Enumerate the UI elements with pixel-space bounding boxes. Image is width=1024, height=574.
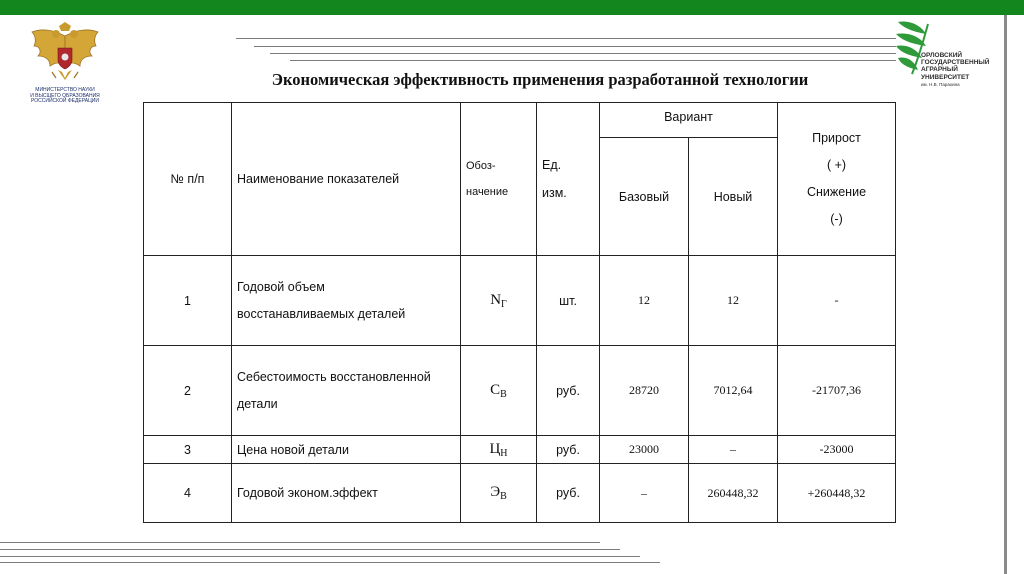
header-designation bbox=[461, 103, 537, 256]
university-subtext: им. Н.В. Парахина bbox=[921, 81, 960, 87]
row-name-line: Годовой эконом.эффект bbox=[237, 486, 378, 500]
ministry-caption-line: РОССИЙСКОЙ ФЕДЕРАЦИИ bbox=[31, 98, 99, 104]
row-name bbox=[232, 256, 461, 346]
ministry-caption-line: И ВЫСШЕГО ОБРАЗОВАНИЯ bbox=[30, 92, 100, 99]
row-symbol-main: Э bbox=[490, 484, 501, 500]
row-name-line: Себестоимость восстановленной bbox=[237, 369, 431, 384]
header-designation-line: Обоз- bbox=[466, 160, 496, 172]
header-name: Наименование показателей bbox=[232, 103, 461, 256]
decor-line bbox=[236, 38, 896, 39]
header-unit-line: Ед. bbox=[542, 158, 562, 172]
table-header-row bbox=[144, 103, 896, 138]
row-base: – bbox=[600, 464, 689, 523]
row-symbol bbox=[461, 346, 537, 436]
double-headed-eagle-icon bbox=[28, 22, 102, 88]
university-name-line: АГРАРНЫЙ bbox=[921, 66, 958, 74]
row-name-line: Годовой объем bbox=[237, 279, 325, 294]
row-number: 2 bbox=[144, 346, 232, 436]
decor-line bbox=[270, 53, 896, 54]
page-title: Экономическая эффективность применения разработанной технологии bbox=[271, 70, 809, 89]
row-base: 12 bbox=[600, 256, 689, 346]
header-unit-line: изм. bbox=[542, 186, 567, 200]
university-name-line: ОРЛОВСКИЙ bbox=[921, 52, 963, 59]
row-unit: руб. bbox=[537, 436, 600, 464]
row-symbol-sub: Н bbox=[500, 447, 508, 459]
header-change-line: Прирост bbox=[812, 131, 861, 145]
efficiency-table bbox=[143, 102, 896, 523]
university-name bbox=[921, 52, 989, 88]
row-symbol bbox=[461, 436, 537, 464]
table-row bbox=[144, 256, 896, 346]
header-number: № п/п bbox=[144, 103, 232, 256]
decor-line bbox=[0, 562, 660, 563]
row-symbol bbox=[461, 464, 537, 523]
top-green-bar bbox=[0, 0, 1024, 15]
row-number: 1 bbox=[144, 256, 232, 346]
row-number: 4 bbox=[144, 464, 232, 523]
university-name-line: ГОСУДАРСТВЕННЫЙ bbox=[921, 59, 990, 67]
decor-line bbox=[0, 556, 640, 557]
row-symbol bbox=[461, 256, 537, 346]
table-row bbox=[144, 464, 896, 523]
row-change: -21707,36 bbox=[778, 346, 896, 436]
row-name-line: восстанавливаемых деталей bbox=[237, 306, 406, 321]
row-symbol-main: N bbox=[490, 291, 502, 308]
row-new: 7012,64 bbox=[689, 346, 778, 436]
row-change: +260448,32 bbox=[778, 464, 896, 523]
ministry-caption-line: МИНИСТЕРСТВО НАУКИ bbox=[35, 87, 95, 93]
header-designation-line: начение bbox=[466, 186, 509, 198]
decor-line bbox=[290, 60, 896, 61]
row-name-line: Цена новой детали bbox=[237, 442, 349, 457]
row-number: 3 bbox=[144, 436, 232, 464]
row-change: -23000 bbox=[778, 436, 896, 464]
row-name-line: детали bbox=[237, 396, 278, 411]
university-name-line: УНИВЕРСИТЕТ bbox=[921, 73, 970, 81]
header-change-line: (-) bbox=[830, 212, 843, 226]
row-symbol-sub: В bbox=[500, 491, 507, 502]
header-change-line: ( +) bbox=[826, 158, 847, 172]
row-new: 260448,32 bbox=[689, 464, 778, 523]
decor-line bbox=[0, 542, 600, 543]
row-symbol-sub: Г bbox=[501, 298, 507, 310]
row-base: 28720 bbox=[600, 346, 689, 436]
row-unit: руб. bbox=[537, 346, 600, 436]
row-change: - bbox=[778, 256, 896, 346]
row-new: 12 bbox=[689, 256, 778, 346]
decor-line bbox=[254, 46, 896, 47]
ministry-caption bbox=[22, 88, 108, 105]
header-base: Базовый bbox=[600, 138, 689, 256]
header-unit bbox=[537, 103, 600, 256]
row-new: – bbox=[689, 436, 778, 464]
table-row bbox=[144, 346, 896, 436]
table-row bbox=[144, 436, 896, 464]
row-name bbox=[232, 346, 461, 436]
header-change bbox=[778, 103, 896, 256]
row-symbol-main: Ц bbox=[489, 440, 501, 457]
row-name bbox=[232, 436, 461, 464]
row-symbol-sub: В bbox=[500, 388, 507, 400]
header-new: Новый bbox=[689, 138, 778, 256]
ministry-emblem bbox=[22, 22, 108, 108]
row-symbol-main: С bbox=[490, 381, 501, 398]
decor-line bbox=[0, 549, 620, 550]
row-base: 23000 bbox=[600, 436, 689, 464]
right-edge-line bbox=[1004, 15, 1007, 574]
header-variant: Вариант bbox=[600, 103, 778, 138]
header-change-line: Снижение bbox=[806, 185, 867, 199]
row-unit: шт. bbox=[537, 256, 600, 346]
row-name bbox=[232, 464, 461, 523]
row-unit: руб. bbox=[537, 464, 600, 523]
